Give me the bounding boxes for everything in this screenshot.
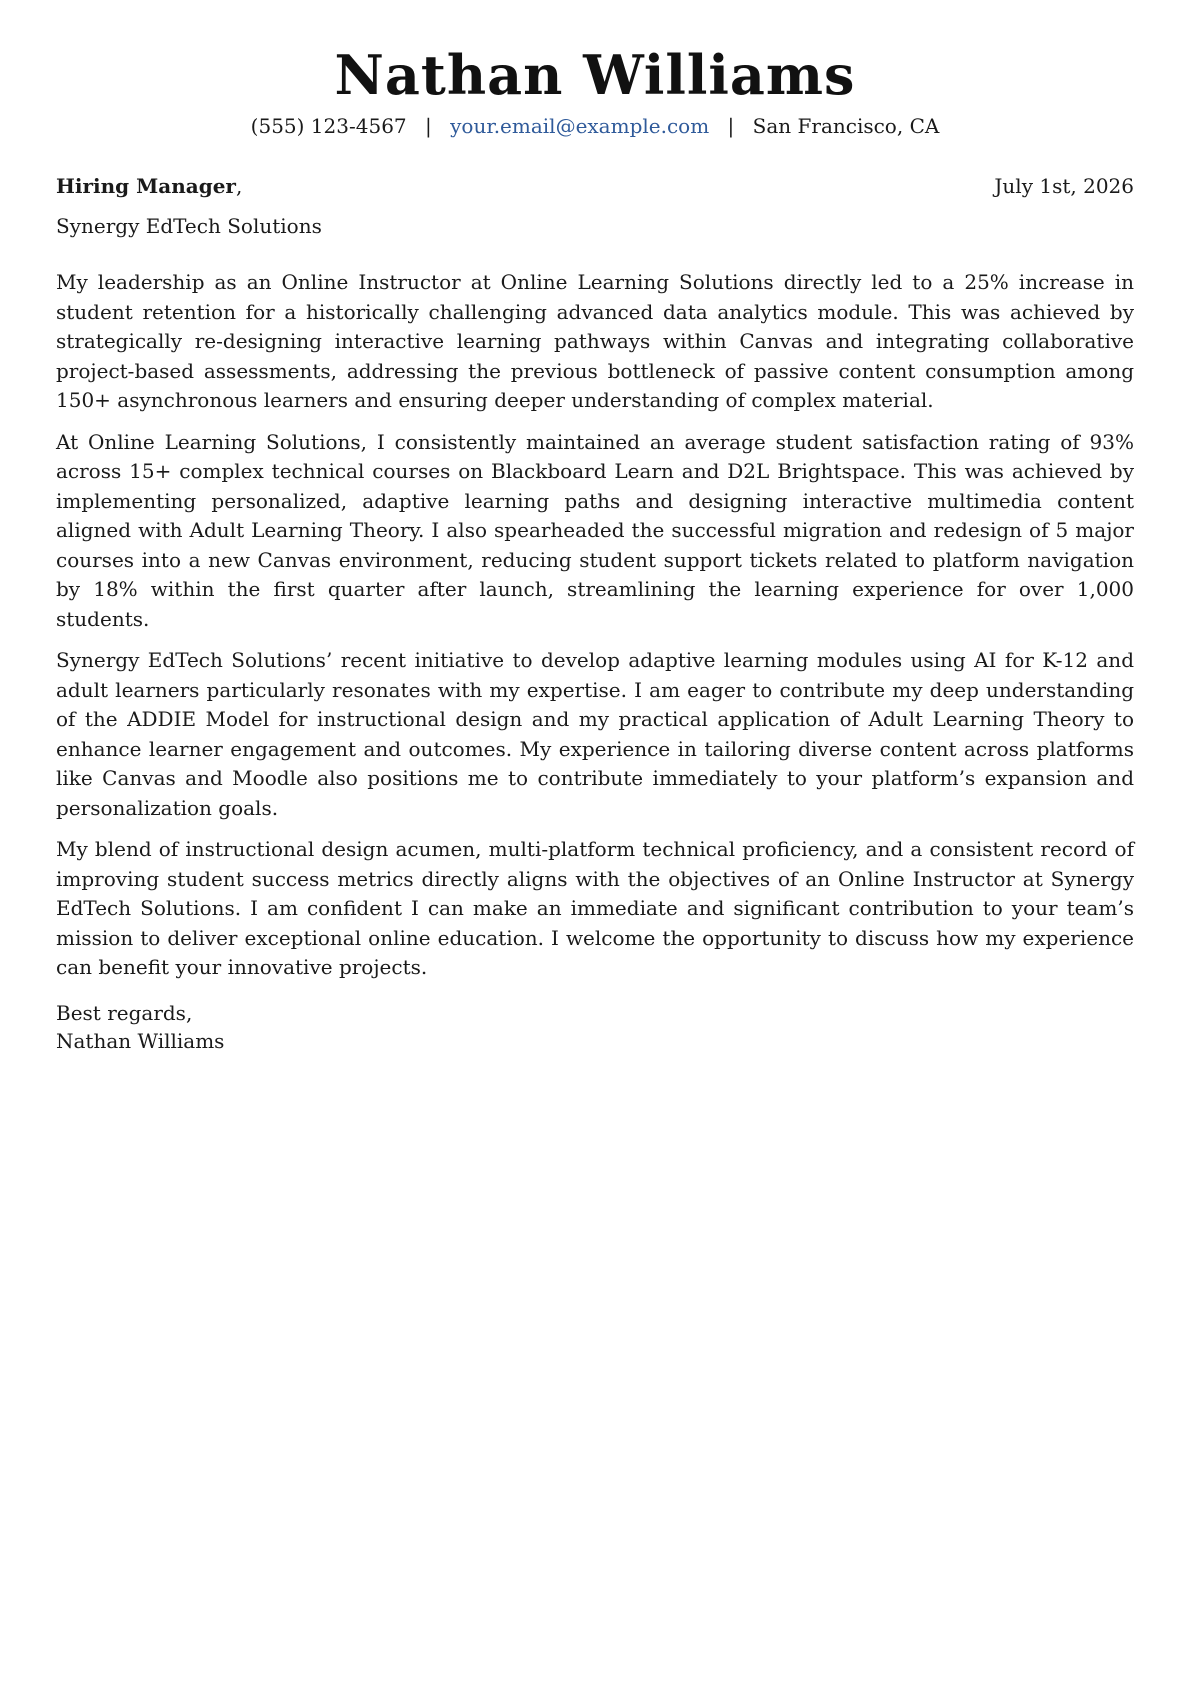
recipient-company: Synergy EdTech Solutions	[56, 214, 322, 238]
letter-closing	[56, 999, 1134, 1055]
body-paragraph: At Online Learning Solutions, I consistently maintained an average student satisfaction rating of 93% across 15+ complex technical courses on Blackboard Learn and D2L Brightspace. This was achieved by implementing personalized, adaptive learning paths and designing interactive multimedia content aligned with Adult Learning Theory. I also spearheaded the successful migration and redesign of 5 major courses into a new Canvas environment, reducing student support tickets related to platform navigation by 18% within the first quarter after launch, streamlining the learning experience for over 1,000 students.	[56, 429, 1134, 631]
letter-body	[56, 268, 1134, 983]
closing-signature: Nathan Williams	[56, 1028, 225, 1053]
recipient	[56, 172, 242, 200]
applicant-name: Nathan Williams	[334, 43, 856, 107]
body-paragraph: My blend of instructional design acumen, multi-platform technical proficiency, and a consistent record of improving student success metrics directly aligns with the objectives of an Online Instructor at Synergy EdTech Solutions. I am confident I can make an immediate and significant contribution to your team’s mission to deliver exceptional online education. I welcome the opportunity to discuss how my experience can benefit your innovative projects.	[56, 837, 1134, 979]
recipient-name: Hiring Manager	[56, 174, 236, 198]
location: San Francisco, CA	[752, 114, 940, 138]
recipient-row	[56, 172, 1134, 200]
contact-separator: |	[727, 114, 735, 138]
body-paragraph: My leadership as an Online Instructor at Online Learning Solutions directly led to a 25% increase in student retention for a historically challenging advanced data analytics module. This was achieved by strategically re-designing interactive learning pathways within Canvas and integrating collaborative project-based assessments, addressing the previous bottleneck of passive content consumption among 150+ asynchronous learners and ensuring deeper understanding of complex material.	[56, 270, 1134, 412]
letter-date: July 1st, 2026	[994, 174, 1134, 198]
contact-separator: |	[425, 114, 432, 138]
recipient-name-suffix: ,	[235, 174, 243, 198]
closing-salutation: Best regards,	[56, 1000, 193, 1025]
contact-line	[56, 112, 1134, 140]
body-paragraph: Synergy EdTech Solutions’ recent initiative to develop adaptive learning modules using AI for K-12 and adult learners particularly resonates with my expertise. I am eager to contribute my deep understanding of the ADDIE Model for instructional design and my practical application of Adult Learning Theory to enhance learner engagement and outcomes. My experience in tailoring diverse content across platforms like Canvas and Moodle also positions me to contribute immediately to your platform’s expansion and personalization goals.	[56, 648, 1134, 820]
phone-number: (555) 123-4567	[250, 114, 407, 138]
email-link[interactable]: your.email@example.com	[450, 114, 710, 138]
